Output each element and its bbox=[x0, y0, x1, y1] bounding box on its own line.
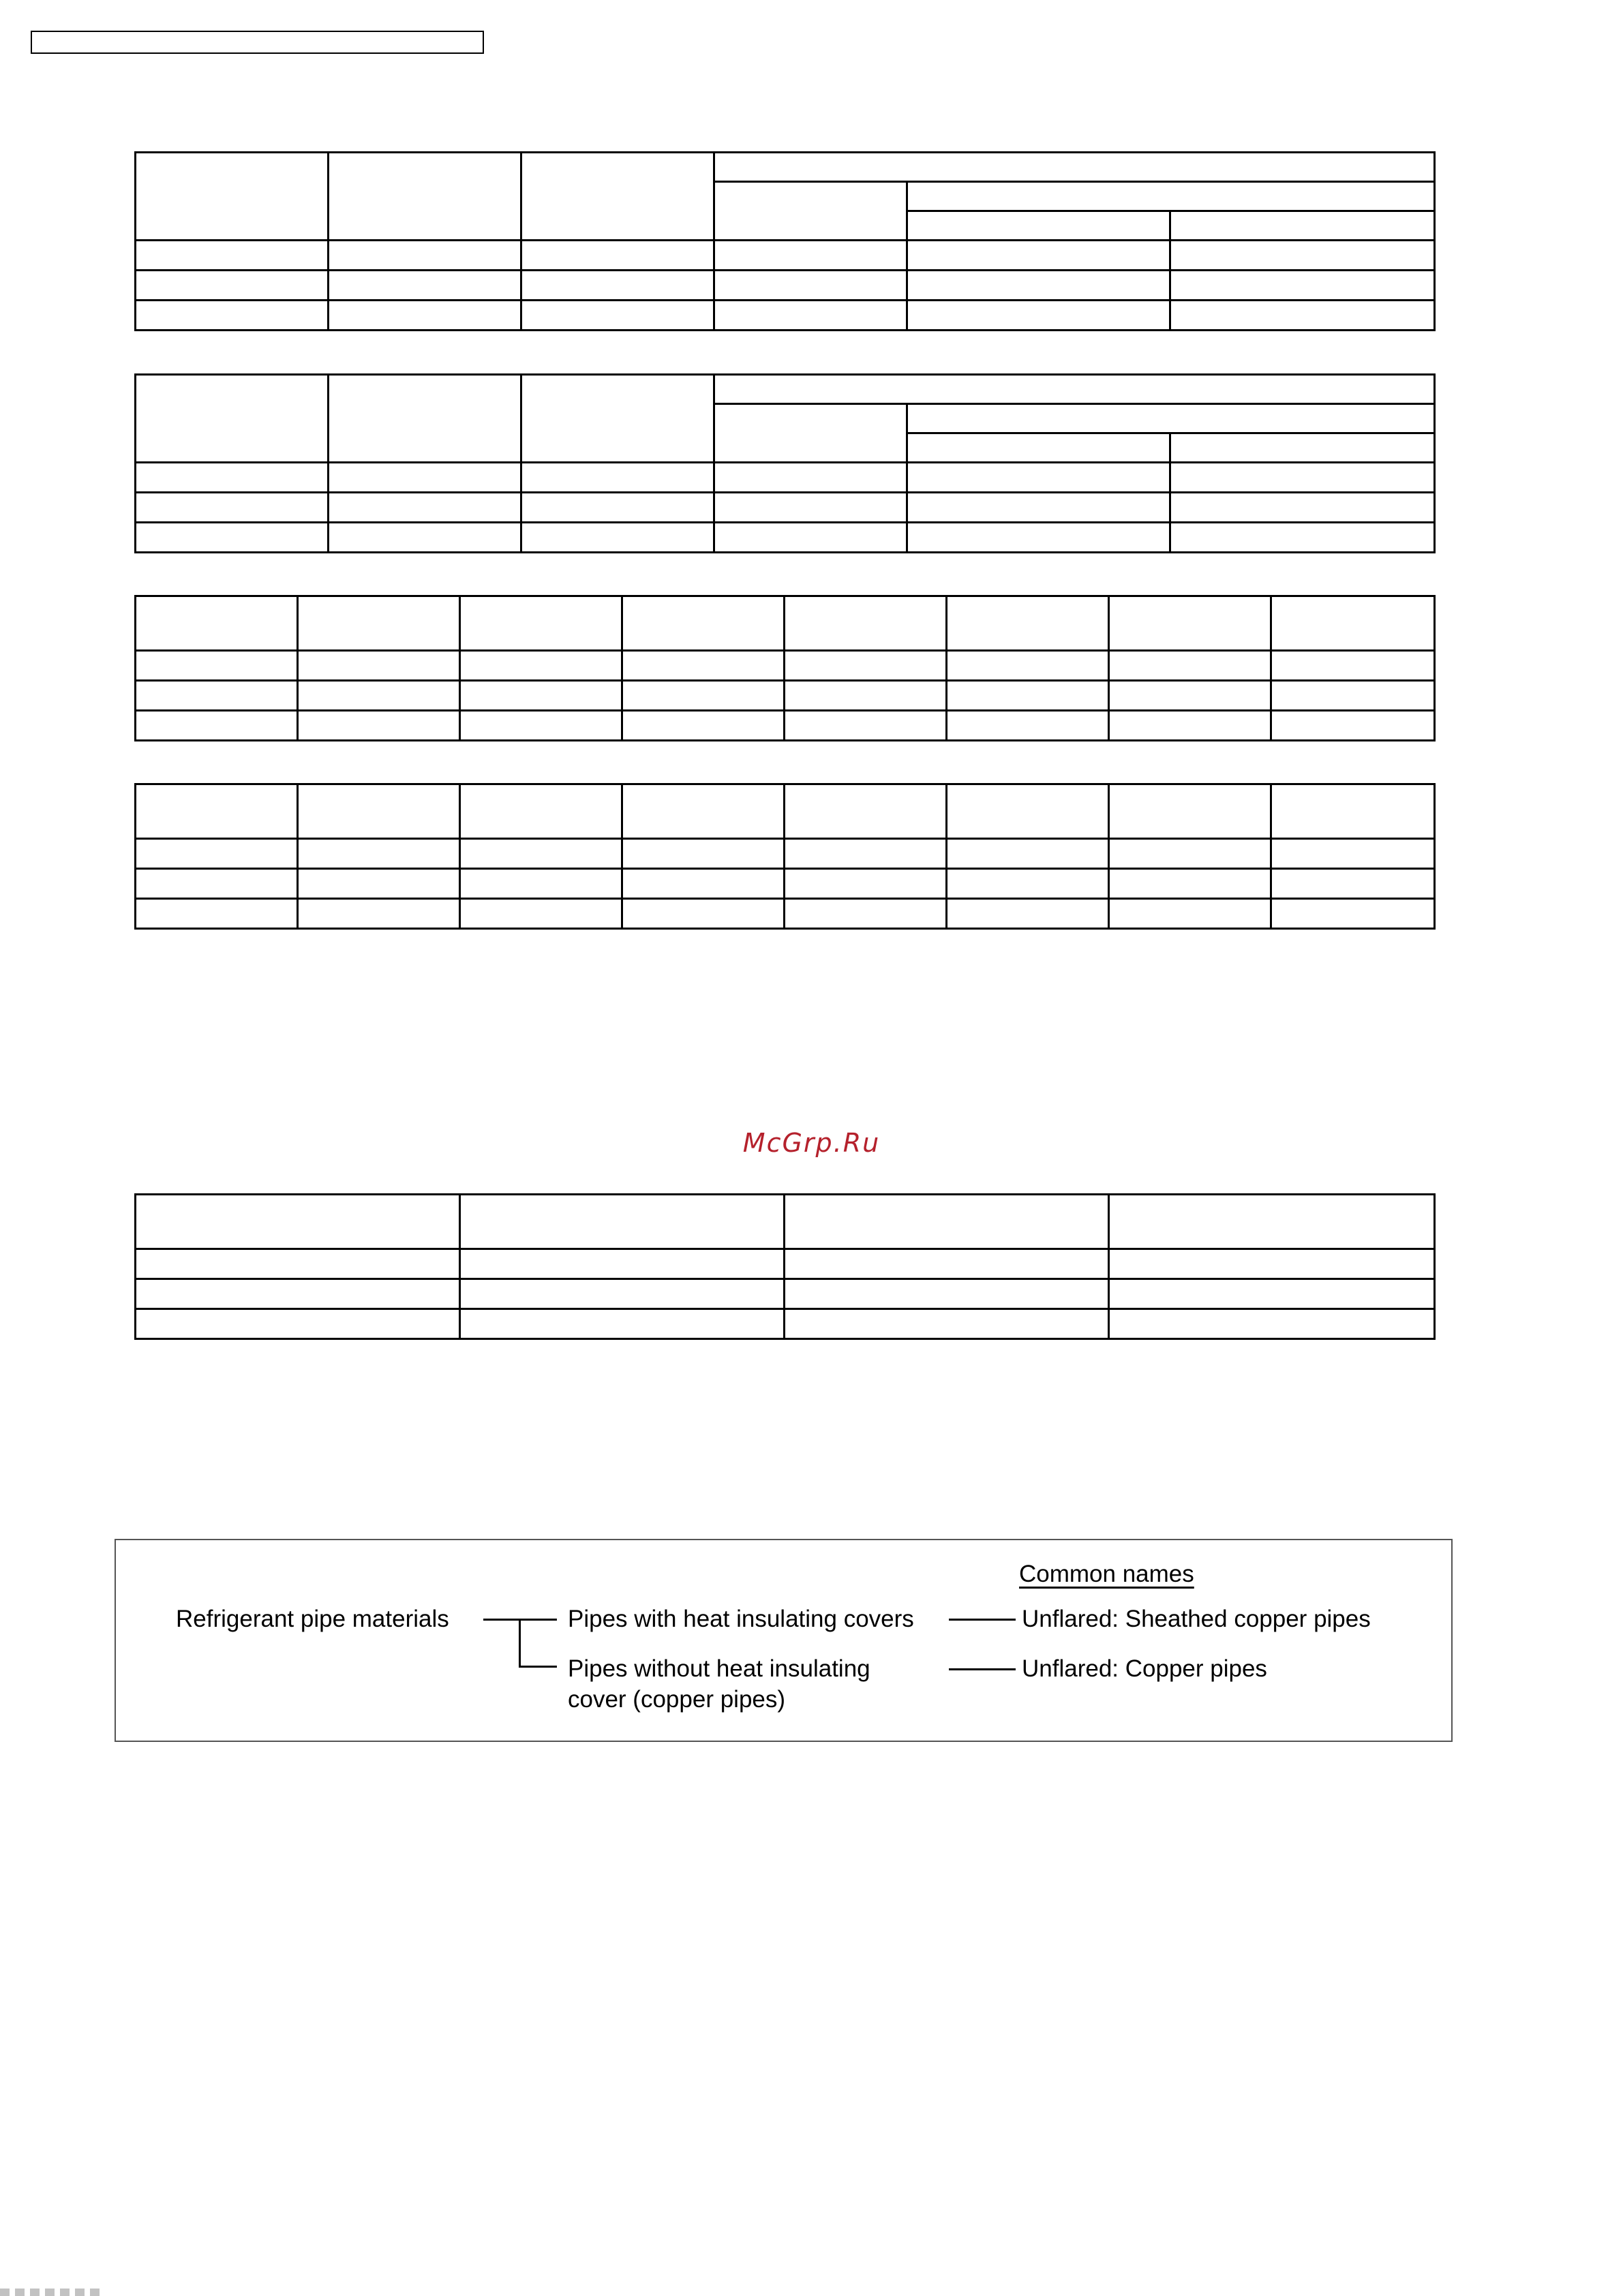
table-2 bbox=[134, 373, 1436, 553]
table-2-header-cell bbox=[136, 375, 329, 463]
common-name-sheathed-copper: Unflared: Sheathed copper pipes bbox=[1022, 1606, 1371, 1632]
pipe-materials-root-label: Refrigerant pipe materials bbox=[176, 1606, 449, 1632]
table-row bbox=[136, 651, 1435, 681]
common-name-connector-line bbox=[949, 1619, 1016, 1621]
watermark-text: McGrp.Ru bbox=[742, 1128, 881, 1158]
table-header-row bbox=[136, 784, 1435, 839]
table-header-row bbox=[136, 596, 1435, 651]
table-1-header-group bbox=[714, 153, 1435, 182]
table-row bbox=[136, 1279, 1435, 1309]
table-1-header-cell bbox=[1170, 211, 1435, 241]
table-row bbox=[136, 241, 1435, 271]
table-3 bbox=[134, 595, 1436, 741]
table-row bbox=[136, 681, 1435, 711]
common-name-copper: Unflared: Copper pipes bbox=[1022, 1655, 1267, 1682]
table-1-header-cell bbox=[907, 211, 1170, 241]
table-row bbox=[136, 1249, 1435, 1279]
table-2-header-cell bbox=[329, 375, 521, 463]
pipe-materials-diagram bbox=[115, 1539, 1453, 1742]
table-1 bbox=[134, 151, 1436, 331]
footer-mark bbox=[0, 2289, 102, 2296]
table-2-header-cell bbox=[521, 375, 714, 463]
common-names-heading: Common names bbox=[1019, 1561, 1194, 1587]
table-1-header-cell bbox=[329, 153, 521, 241]
header-label-box bbox=[31, 31, 484, 54]
table-4 bbox=[134, 783, 1436, 930]
table-row bbox=[136, 711, 1435, 741]
table-1-header-cell bbox=[714, 182, 907, 241]
common-name-connector-line bbox=[949, 1668, 1016, 1670]
table-row bbox=[136, 899, 1435, 929]
table-2-header-cell bbox=[907, 433, 1170, 463]
table-2-header-cell bbox=[1170, 433, 1435, 463]
table-2-header-group bbox=[714, 375, 1435, 404]
branch-lower-connector-line bbox=[519, 1666, 557, 1668]
pipe-type-without-covers-line-1: Pipes without heat insulating bbox=[568, 1655, 870, 1682]
table-row bbox=[136, 301, 1435, 331]
pipe-type-with-covers: Pipes with heat insulating covers bbox=[568, 1606, 914, 1632]
table-2-header-cell bbox=[714, 404, 907, 463]
pipe-type-without-covers-line-2: cover (copper pipes) bbox=[568, 1686, 786, 1713]
table-1-header-cell bbox=[136, 153, 329, 241]
table-row bbox=[136, 869, 1435, 899]
table-header-row bbox=[136, 1195, 1435, 1249]
table-row bbox=[136, 523, 1435, 553]
table-2-header-subgroup bbox=[907, 404, 1435, 433]
table-1-header-cell bbox=[521, 153, 714, 241]
branch-vertical-line bbox=[519, 1619, 521, 1667]
table-row bbox=[136, 1309, 1435, 1339]
table-1-header-subgroup bbox=[907, 182, 1435, 211]
table-row bbox=[136, 493, 1435, 523]
table-5 bbox=[134, 1193, 1436, 1340]
table-row bbox=[136, 463, 1435, 493]
table-row bbox=[136, 839, 1435, 869]
table-row bbox=[136, 271, 1435, 301]
